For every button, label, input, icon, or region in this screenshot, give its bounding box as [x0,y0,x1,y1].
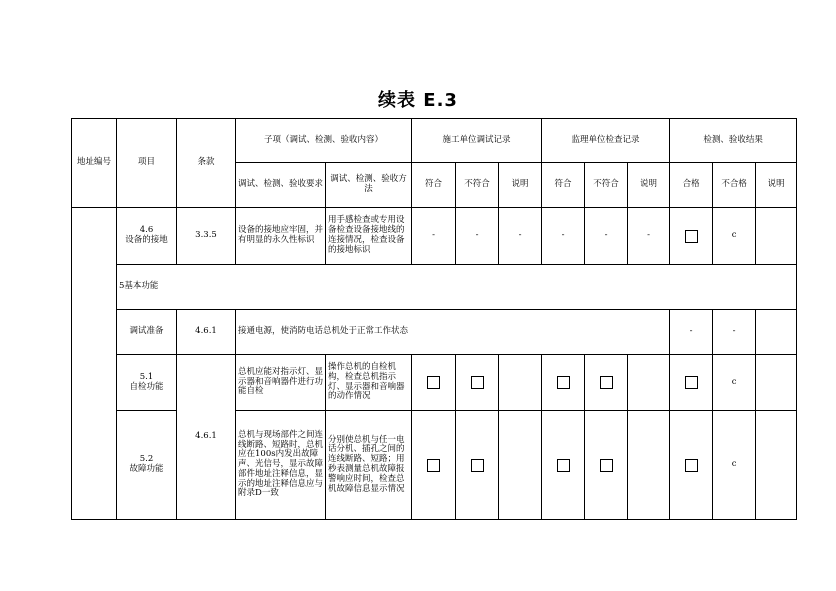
header-construction-conform: 符合 [412,163,456,208]
qualified-cell [670,208,713,265]
content-cell: 接通电源，使消防电话总机处于正常工作状态 [236,310,670,355]
construction-nonconform-cell [456,355,499,411]
checkbox-icon[interactable] [557,376,570,389]
header-supervision-conform: 符合 [542,163,585,208]
supervision-note-cell: - [628,208,670,265]
inspection-record-table [71,118,797,520]
item-cell: 调试准备 [117,310,177,355]
checkbox-icon[interactable] [557,459,570,472]
item-cell [117,411,177,520]
header-sub-item: 子项（调试、检测、验收内容） [236,119,412,163]
checkbox-icon[interactable] [685,459,698,472]
header-clause: 条款 [177,119,236,208]
construction-conform-cell [412,411,456,520]
header-item: 项目 [117,119,177,208]
supervision-nonconform-cell: - [585,208,628,265]
table-row [72,310,797,355]
requirement-cell: 总机与现场部件之间连线断路、短路时，总机应在100s内发出故障声、光信号，显示故障部件地址注释信息，显示的地址注释信息应与附录D一致 [236,411,326,520]
checkbox-icon[interactable] [471,376,484,389]
construction-conform-cell: - [412,208,456,265]
section-heading: 5基本功能 [117,265,797,310]
header-construction-record: 施工单位调试记录 [412,119,542,163]
section-row [72,265,797,310]
header-address-no: 地址编号 [72,119,117,208]
header-supervision-record: 监理单位检查记录 [542,119,670,163]
construction-nonconform-cell: - [456,208,499,265]
result-note-cell[interactable] [756,208,797,265]
checkbox-icon[interactable] [600,376,613,389]
requirement-cell: 总机应能对指示灯、显示器和音响器件进行功能自检 [236,355,326,411]
qualified-cell [670,411,713,520]
result-note-cell[interactable] [756,310,797,355]
header-result-note: 说明 [756,163,797,208]
checkbox-icon[interactable] [427,459,440,472]
clause-cell: 3.3.5 [177,208,236,265]
result-note-cell[interactable] [756,411,797,520]
header-unqualified: 不合格 [713,163,756,208]
table-row [72,355,797,411]
item-number: 5.1 [139,371,154,382]
construction-note-cell: - [499,208,542,265]
item-number: 4.6 [139,225,154,236]
qualified-cell [670,355,713,411]
method-cell: 操作总机的自检机构，检查总机指示灯、显示器和音响器的动作情况 [326,355,412,411]
unqualified-cell: - [713,310,756,355]
supervision-note-cell[interactable] [628,355,670,411]
item-cell [117,208,177,265]
construction-conform-cell [412,355,456,411]
checkbox-icon[interactable] [685,230,698,243]
unqualified-cell: c [713,355,756,411]
unqualified-cell: c [713,208,756,265]
page-title: 续表 E.3 [378,90,458,111]
checkbox-icon[interactable] [471,459,484,472]
supervision-conform-cell [542,355,585,411]
item-number: 5.2 [139,454,154,465]
header-supervision-note: 说明 [628,163,670,208]
method-cell: 用手感检查或专用设备检查设备接地线的连接情况，检查设备的接地标识 [326,208,412,265]
result-note-cell[interactable] [756,355,797,411]
table-row [72,208,797,265]
supervision-conform-cell [542,411,585,520]
requirement-cell: 设备的接地应牢固，并有明显的永久性标识 [236,208,326,265]
checkbox-icon[interactable] [427,376,440,389]
header-method: 调试、检测、验收方法 [326,163,412,208]
item-name: 自检功能 [129,381,164,392]
clause-cell: 4.6.1 [177,355,236,520]
supervision-note-cell[interactable] [628,411,670,520]
qualified-cell: - [670,310,713,355]
header-result: 检测、验收结果 [670,119,797,163]
supervision-nonconform-cell [585,411,628,520]
checkbox-icon[interactable] [600,459,613,472]
clause-cell: 4.6.1 [177,310,236,355]
construction-nonconform-cell [456,411,499,520]
item-name: 设备的接地 [125,235,168,245]
checkbox-icon[interactable] [685,376,698,389]
header-supervision-nonconform: 不符合 [585,163,628,208]
address-no-cell[interactable] [72,208,117,520]
method-cell: 分别使总机与任一电话分机、插孔之间的连线断路、短路；用秒表测量总机故障报警响应时间，检查总机故障信息显示情况 [326,411,412,520]
header-construction-note: 说明 [499,163,542,208]
construction-note-cell[interactable] [499,355,542,411]
header-row-1 [72,119,797,163]
header-qualified: 合格 [670,163,713,208]
supervision-conform-cell: - [542,208,585,265]
header-construction-nonconform: 不符合 [456,163,499,208]
header-requirement: 调试、检测、验收要求 [236,163,326,208]
item-cell [117,355,177,411]
unqualified-cell: c [713,411,756,520]
supervision-nonconform-cell [585,355,628,411]
item-name: 故障功能 [129,464,164,474]
construction-note-cell[interactable] [499,411,542,520]
